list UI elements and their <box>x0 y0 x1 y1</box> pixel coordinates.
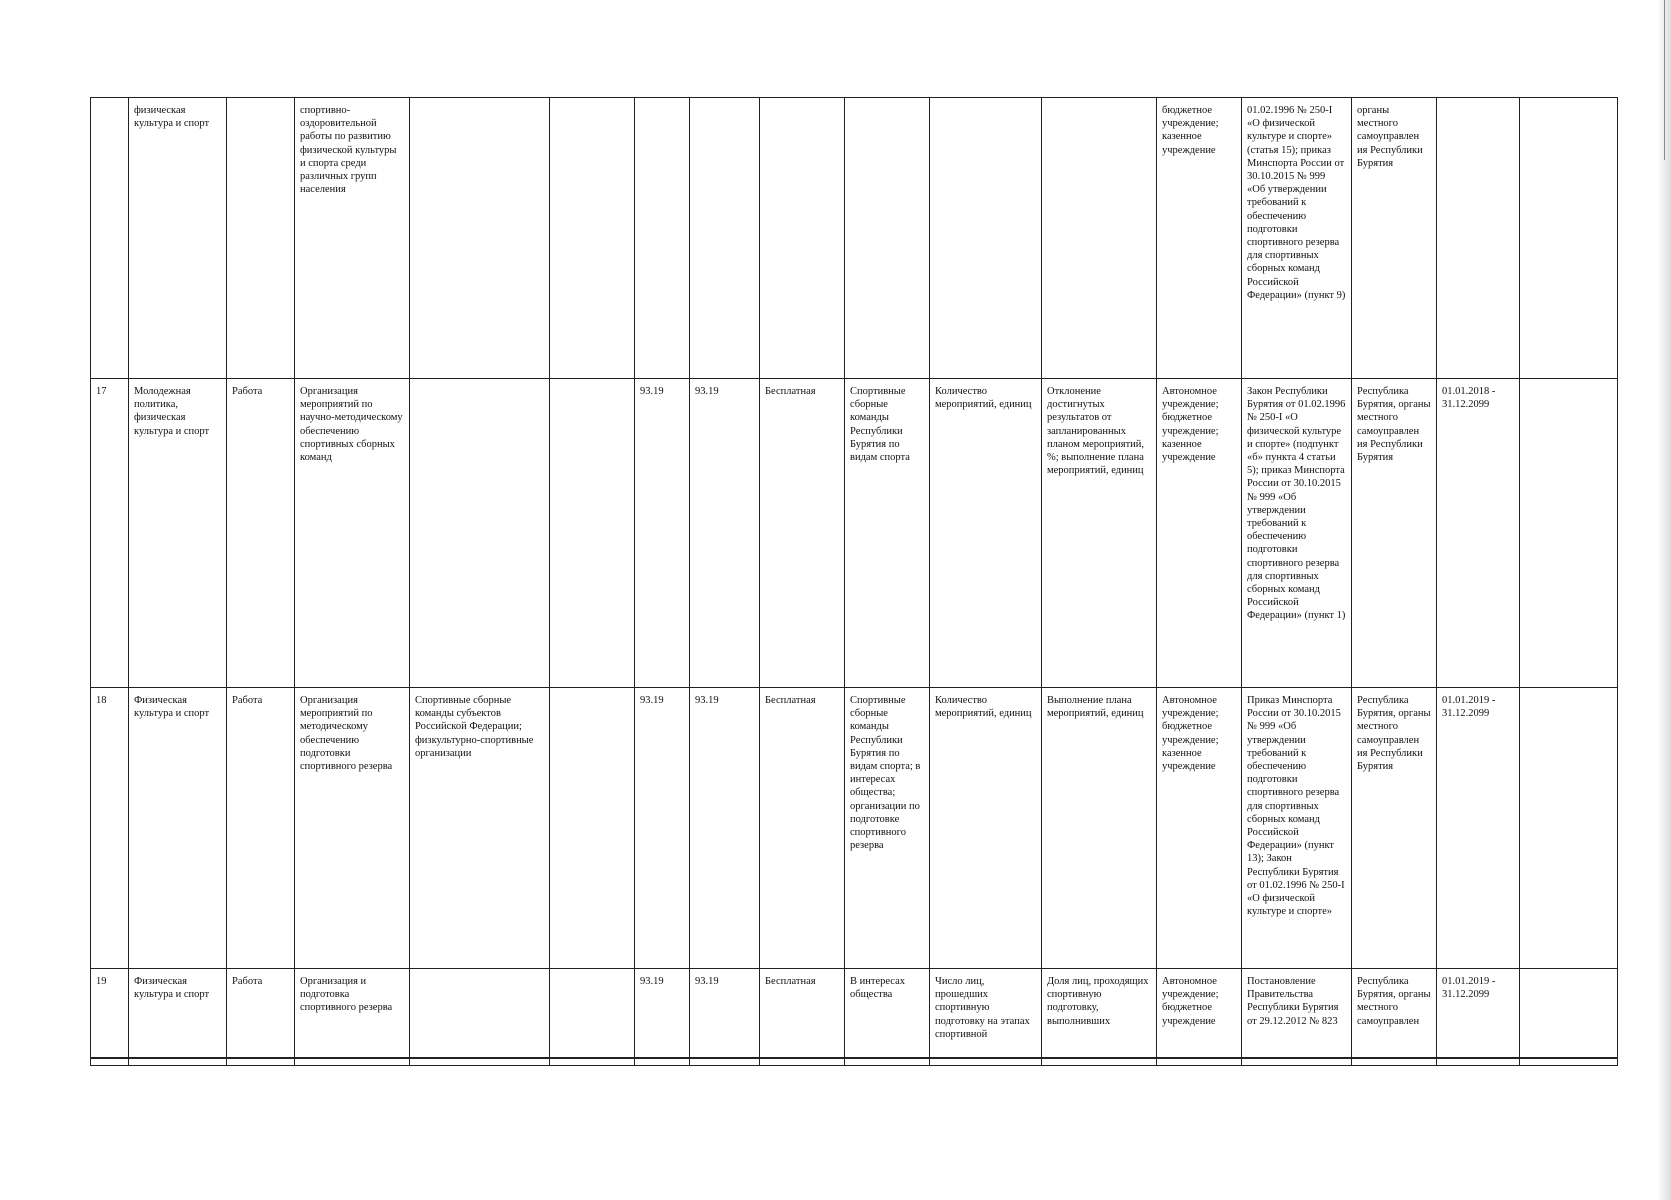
quality-indicator: Отклонение достигнутых результатов от запланированных планом мероприятий, %; выполнение плана мероприятий, единиц <box>1042 379 1157 688</box>
authority: Республика Бурятия, органы местного самоуправлен ия Республики Бурятия <box>1352 379 1437 688</box>
service-name: Организация мероприятий по методическому обеспечению подготовки спортивного резерва <box>295 688 410 969</box>
validity-period <box>1437 98 1520 379</box>
service-content: В интересах общества <box>845 969 930 1066</box>
table-bottom-border <box>90 1057 1617 1059</box>
empty-cell <box>1520 688 1618 969</box>
validity-period: 01.01.2019 - 31.12.2099 <box>1437 688 1520 969</box>
scan-page-edge <box>1657 0 1671 1200</box>
consumer-category <box>410 98 550 379</box>
consumer-category: Спортивные сборные команды субъектов Российской Федерации; физкультурно-спортивные организации <box>410 688 550 969</box>
scan-edge-line <box>1664 0 1665 160</box>
institution-type: Автономное учреждение; бюджетное учреждение; казенное учреждение <box>1157 688 1242 969</box>
okved-code-2 <box>690 98 760 379</box>
activity-sphere: физическая культура и спорт <box>129 98 227 379</box>
services-registry-table <box>90 97 1618 1066</box>
service-type: Работа <box>227 688 295 969</box>
service-type: Работа <box>227 969 295 1066</box>
okved-code-2: 93.19 <box>690 379 760 688</box>
quality-indicator <box>1042 98 1157 379</box>
service-name: Организация и подготовка спортивного резерва <box>295 969 410 1066</box>
validity-period: 01.01.2019 - 31.12.2099 <box>1437 969 1520 1066</box>
service-type: Работа <box>227 379 295 688</box>
okved-code-2: 93.19 <box>690 688 760 969</box>
payment-type <box>760 98 845 379</box>
payment-type: Бесплатная <box>760 379 845 688</box>
table-row <box>91 969 1618 1066</box>
institution-type: бюджетное учреждение; казенное учреждение <box>1157 98 1242 379</box>
okved-code: 93.19 <box>635 379 690 688</box>
legal-basis: Постановление Правительства Республики Бурятия от 29.12.2012 № 823 <box>1242 969 1352 1066</box>
activity-sphere: Физическая культура и спорт <box>129 969 227 1066</box>
service-name: спортивно-оздоровительной работы по развитию физической культуры и спорта среди различных групп населения <box>295 98 410 379</box>
volume-indicator: Число лиц, прошедших спортивную подготовку на этапах спортивной <box>930 969 1042 1066</box>
table-row <box>91 688 1618 969</box>
payment-type: Бесплатная <box>760 969 845 1066</box>
empty-cell <box>1520 98 1618 379</box>
volume-indicator: Количество мероприятий, единиц <box>930 688 1042 969</box>
authority: органы местного самоуправлен ия Республики Бурятия <box>1352 98 1437 379</box>
service-content <box>845 98 930 379</box>
service-type <box>227 98 295 379</box>
service-content: Спортивные сборные команды Республики Бурятия по видам спорта <box>845 379 930 688</box>
okved-code-2: 93.19 <box>690 969 760 1066</box>
empty-cell <box>550 98 635 379</box>
volume-indicator <box>930 98 1042 379</box>
table-row <box>91 379 1618 688</box>
empty-cell <box>550 379 635 688</box>
row-number: 19 <box>91 969 129 1066</box>
activity-sphere: Молодежная политика, физическая культура и спорт <box>129 379 227 688</box>
table-row <box>91 98 1618 379</box>
empty-cell <box>550 969 635 1066</box>
activity-sphere: Физическая культура и спорт <box>129 688 227 969</box>
institution-type: Автономное учреждение; бюджетное учреждение; казенное учреждение <box>1157 379 1242 688</box>
legal-basis: Приказ Минспорта России от 30.10.2015 № 999 «Об утверждении требований к обеспечению подготовки спортивного резерва для спортивных сборных команд Российской Федерации» (пункт 13); Закон Республики Бурятия от 01.02.1996 № 250-I «О физической культуре и спорте» <box>1242 688 1352 969</box>
payment-type: Бесплатная <box>760 688 845 969</box>
quality-indicator: Доля лиц, проходящих спортивную подготовку, выполнивших <box>1042 969 1157 1066</box>
service-name: Организация мероприятий по научно-методическому обеспечению спортивных сборных команд <box>295 379 410 688</box>
empty-cell <box>1520 379 1618 688</box>
okved-code: 93.19 <box>635 969 690 1066</box>
consumer-category <box>410 969 550 1066</box>
consumer-category <box>410 379 550 688</box>
empty-cell <box>550 688 635 969</box>
legal-basis: Закон Республики Бурятия от 01.02.1996 № 250-I «О физической культуре и спорте» (подпункт «б» пункта 4 статьи 5); приказ Минспорта России от 30.10.2015 № 999 «Об утверждении требований к обеспечению подготовки спортивного резерва для спортивных сборных команд Российской Федерации» (пункт 1) <box>1242 379 1352 688</box>
authority: Республика Бурятия, органы местного самоуправлен ия Республики Бурятия <box>1352 688 1437 969</box>
okved-code <box>635 98 690 379</box>
institution-type: Автономное учреждение; бюджетное учреждение <box>1157 969 1242 1066</box>
row-number: 18 <box>91 688 129 969</box>
okved-code: 93.19 <box>635 688 690 969</box>
empty-cell <box>1520 969 1618 1066</box>
service-content: Спортивные сборные команды Республики Бурятия по видам спорта; в интересах общества; организации по подготовке спортивного резерва <box>845 688 930 969</box>
validity-period: 01.01.2018 - 31.12.2099 <box>1437 379 1520 688</box>
quality-indicator: Выполнение плана мероприятий, единиц <box>1042 688 1157 969</box>
row-number: 17 <box>91 379 129 688</box>
authority: Республика Бурятия, органы местного самоуправлен <box>1352 969 1437 1066</box>
legal-basis: 01.02.1996 № 250-I «О физической культуре и спорте» (статья 15); приказ Минспорта России от 30.10.2015 № 999 «Об утверждении требований к обеспечению подготовки спортивного резерва для спортивных сборных команд Российской Федерации» (пункт 9) <box>1242 98 1352 379</box>
row-number <box>91 98 129 379</box>
volume-indicator: Количество мероприятий, единиц <box>930 379 1042 688</box>
